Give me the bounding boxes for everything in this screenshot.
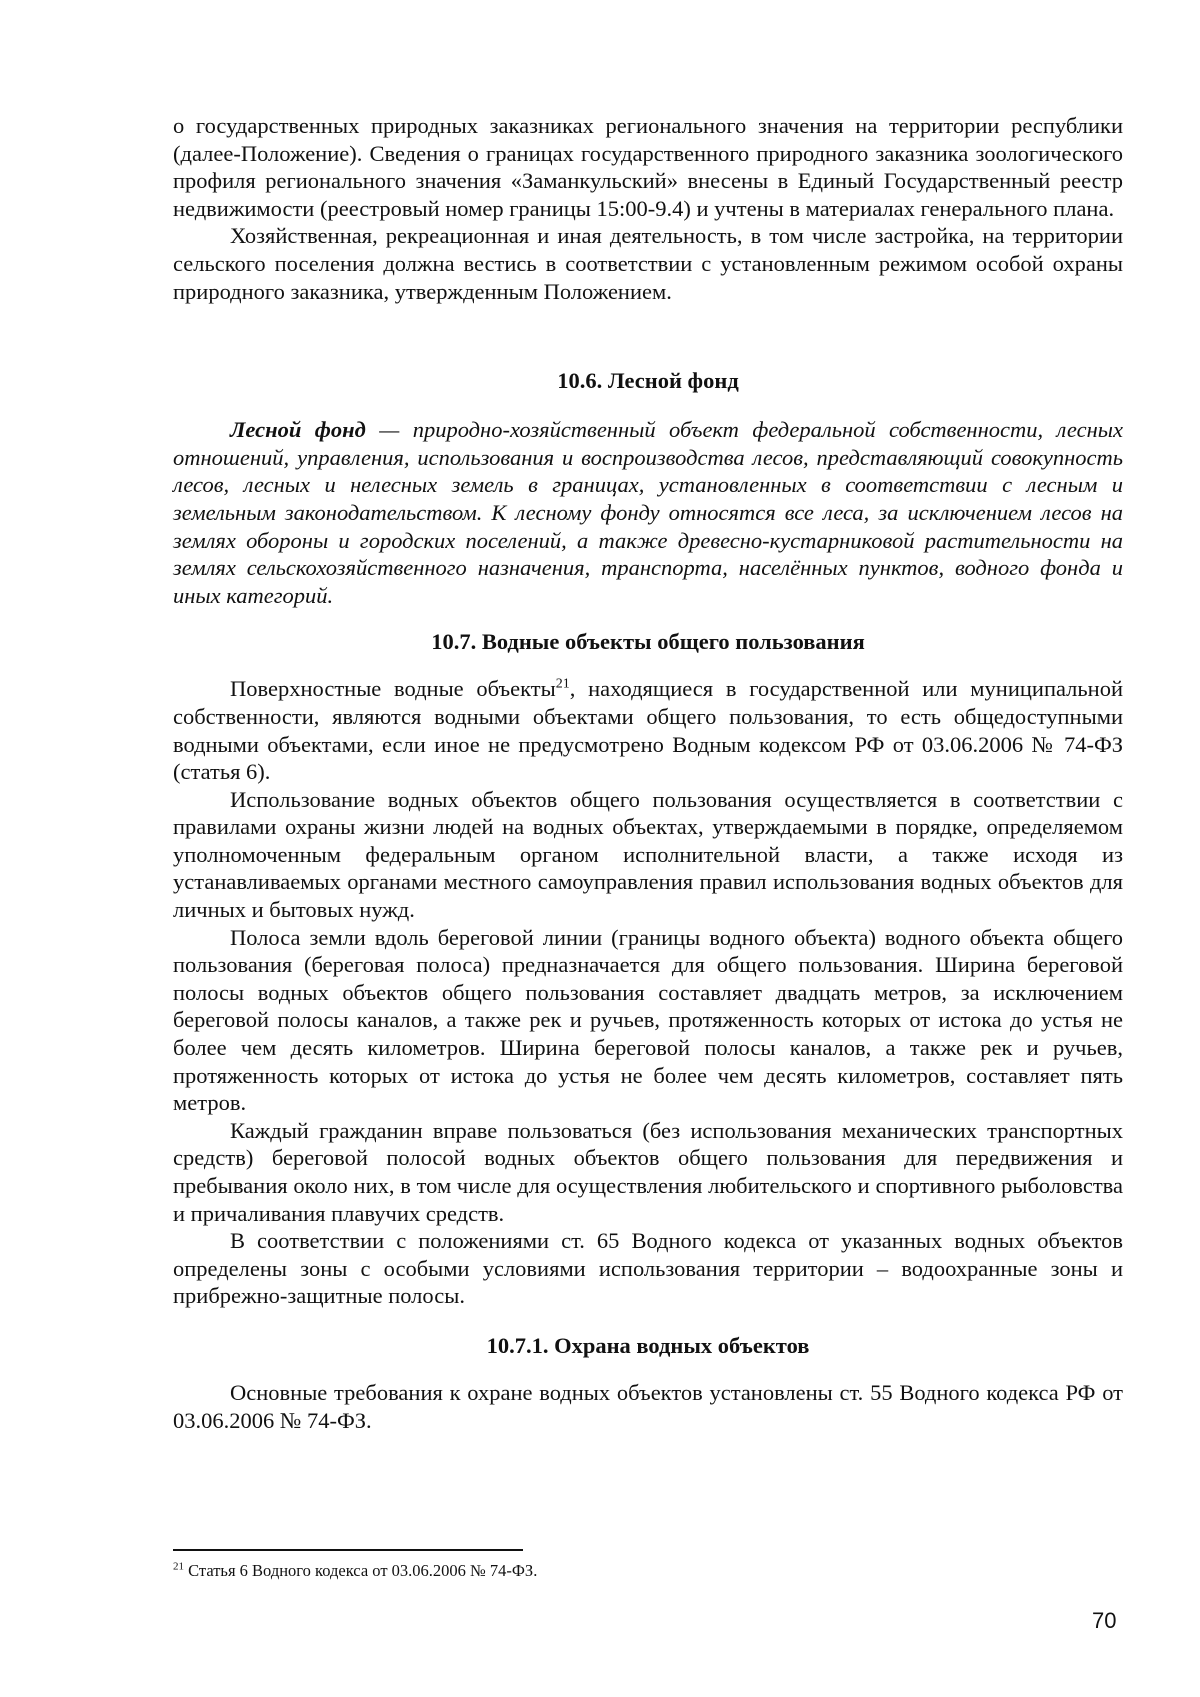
footnote-separator [173,1549,523,1551]
intro-paragraph-1: о государственных природных заказниках регионального значения на территории республики (далее-Положение). Сведения о границах государственного природного заказника зоологического профиля регионального значения «Заманкульский» внесены в Единый Государственный реестр недвижимости (реестровый номер границы 15:00-9.4) и учтены в материалах генерального плана. [173,113,1123,221]
water-paragraph-1-rest: , находящиеся в государственной или муниципальной собственности, являются водными объектами общего пользования, то есть общедоступными водными объектами, если иное не предусмотрено Водным кодексом РФ от 03.06.2006 № 74-ФЗ (статья 6). [173,676,1123,785]
spacer [173,1360,1123,1379]
footnote-text: Статья 6 Водного кодекса от 03.06.2006 № 74-ФЗ. [184,1561,538,1580]
water-paragraph-5: В соответствии с положениями ст. 65 Водного кодекса от указанных водных объектов определены зоны с особыми условиями использования территории – водоохранные зоны и прибрежно-защитные полосы. [173,1228,1123,1309]
footnote [173,1561,537,1581]
water-paragraph-3: Полоса земли вдоль береговой линии (границы водного объекта) водного объекта общего пользования (береговая полоса) предназначается для общего пользования. Ширина береговой полосы водных объектов общего пользования составляет двадцать метров, за исключением береговой полосы каналов, а также рек и ручьев, протяженность которых от истока до устья не более чем десять километров. Ширина береговой полосы каналов, а также рек и ручьев, протяженность которых от истока до устья не более чем десять километров, составляет пять метров. [173,924,1123,1116]
spacer [173,1310,1123,1332]
water-paragraph-1-start: Поверхностные водные объекты [230,676,556,702]
spacer [173,656,1123,675]
section-heading-10-7-1: 10.7.1. Охрана водных объектов [486,1332,810,1358]
term-forest-fund: Лесной фонд [230,417,366,443]
protection-paragraph-1: Основные требования к охране водных объектов установлены ст. 55 Водного кодекса РФ от 03.06.2006 № 74-ФЗ. [173,1379,1123,1433]
intro-paragraph-2: Хозяйственная, рекреационная и иная деятельность, в том числе застройка, на территории сельского поселения должна вестись в соответствии с установленным режимом особой охраны природного заказника, утвержденным Положением. [173,223,1123,304]
forest-fund-definition [173,416,1123,609]
page-number: 70 [1092,1608,1117,1633]
spacer [173,395,1123,416]
spacer [173,609,1123,628]
water-paragraph-2: Использование водных объектов общего пользования осуществляется в соответствии с правилами охраны жизни людей на водных объектах, утверждаемыми в порядке, определяемом уполномоченным федеральным органом исполнительной власти, а также исходя из устанавливаемых органами местного самоуправления правил использования водных объектов для личных и бытовых нужд. [173,786,1123,923]
spacer [173,305,1123,367]
definition-text: — природно-хозяйственный объект федеральной собственности, лесных отношений, управления, использования и воспроизводства лесов, представляющий совокупность лесов, лесных и нелесных земель в границах, установленных в соответствии с лесным и земельным законодательством. К лесному фонду относятся все леса, за исключением лесов на землях обороны и городских поселений, а также древесно-кустарниковой растительности на землях сельскохозяйственного назначения, транспорта, населённых пунктов, водного фонда и иных категорий. [173,417,1123,608]
footnote-number: 21 [173,1560,184,1573]
section-heading-10-7: 10.7. Водные объекты общего пользования [431,629,865,655]
footnote-reference: 21 [555,676,570,692]
section-heading-10-6: 10.6. Лесной фонд [557,368,739,394]
document-page [173,112,1123,1434]
water-paragraph-4: Каждый гражданин вправе пользоваться (без использования механических транспортных средств) береговой полосой водных объектов общего пользования для передвижения и пребывания около них, в том числе для осуществления любительского и спортивного рыболовства и причаливания плавучих средств. [173,1117,1123,1226]
water-paragraph-1 [173,675,1123,785]
